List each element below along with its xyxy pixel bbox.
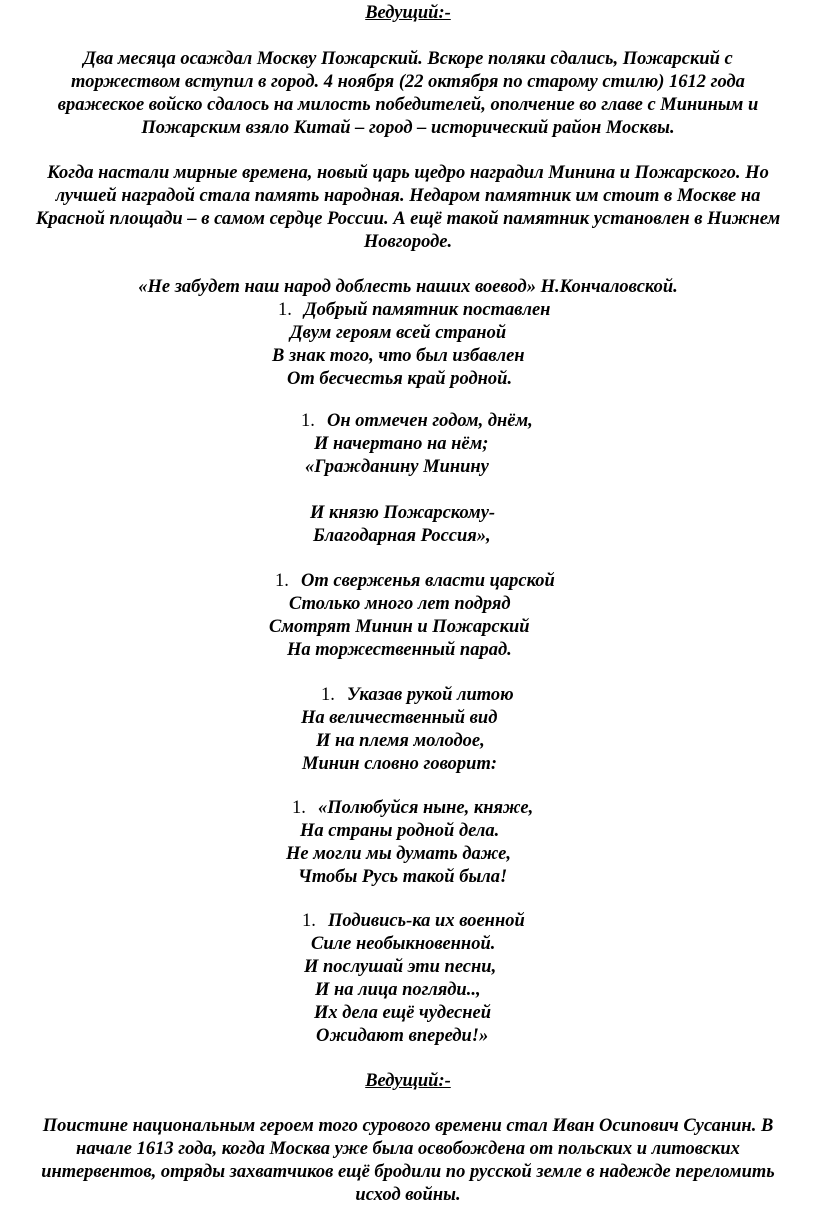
heading-presenter-2: Ведущий:-: [365, 1071, 451, 1091]
verse-line: От бесчестья край родной.: [287, 369, 513, 389]
stanza-4-first-line: [321, 684, 514, 707]
list-number: 1.: [292, 798, 306, 818]
list-number: 1.: [275, 571, 289, 591]
paragraph-siege: [4, 48, 812, 140]
paragraph-susanin: [4, 1115, 812, 1207]
stanza-2-first-line: [301, 410, 533, 433]
verse-line: Он отмечен годом, днём,: [327, 411, 533, 431]
verse-line: Не могли мы думать даже,: [286, 844, 511, 864]
list-number: 1.: [321, 685, 335, 705]
text-line: Когда настали мирные времена, новый царь щедро наградил Минина и Пожарского. Но: [47, 163, 769, 183]
verse-line: Столько много лет подряд: [289, 594, 511, 614]
verse-line: Силе необыкновенной.: [311, 934, 496, 954]
stanza-6-first-line: [302, 910, 525, 933]
verse-line: Указав рукой литою: [347, 685, 514, 705]
text-line: Два месяца осаждал Москву Пожарский. Вскоре поляки сдались, Пожарский с: [83, 49, 733, 69]
paragraph-peace: [4, 162, 812, 254]
stanza-5-first-line: [292, 797, 533, 820]
text-line: Поистине национальным героем того сурового времени стал Иван Осипович Сусанин. В: [42, 1116, 774, 1136]
text-line: Пожарским взяло Китай – город – исторический район Москвы.: [141, 118, 675, 138]
verse-line: И начертано на нём;: [314, 434, 489, 454]
verse-line: Чтобы Русь такой была!: [298, 867, 508, 887]
verse-line: «Гражданину Минину: [305, 457, 489, 477]
verse-line: На торжественный парад.: [287, 640, 512, 660]
verse-line: Добрый памятник поставлен: [304, 300, 551, 320]
verse-line: Их дела ещё чудесней: [314, 1003, 492, 1023]
heading-presenter: Ведущий:-: [365, 3, 451, 23]
text-line: интервентов, отряды захватчиков ещё бродили по русской земле в надежде переломить: [41, 1162, 775, 1182]
verse-line: «Полюбуйся ныне, княже,: [318, 798, 534, 818]
text-line: Новгороде.: [363, 232, 453, 252]
verse-line: И князю Пожарскому-: [310, 503, 496, 523]
text-line: начале 1613 года, когда Москва уже была освобождена от польских и литовских: [76, 1139, 740, 1159]
verse-line: На страны родной дела.: [300, 821, 500, 841]
text-line: лучшей наградой стала память народная. Недаром памятник им стоит в Москве на: [55, 186, 761, 206]
stanza-3-first-line: [275, 570, 555, 593]
text-line: вражеское войско сдалось на милость победителей, ополчение во главе с Мининым и: [57, 95, 759, 115]
text-line: исход войны.: [355, 1185, 461, 1205]
verse-line: Благодарная Россия»,: [313, 526, 491, 546]
verse-line: Двум героям всей страной: [290, 323, 507, 343]
list-number: 1.: [278, 300, 292, 320]
verse-line: Подивись-ка их военной: [328, 911, 525, 931]
verse-line: Ожидают впереди!»: [316, 1026, 489, 1046]
verse-line: От сверженья власти царской: [301, 571, 555, 591]
stanza-1-first-line: [278, 299, 550, 322]
list-number: 1.: [301, 411, 315, 431]
verse-line: Смотрят Минин и Пожарский: [269, 617, 530, 637]
verse-line: И на лица погляди..,: [315, 980, 481, 1000]
text-line: Красной площади – в самом сердце России. А ещё такой памятник установлен в Нижнем: [35, 209, 781, 229]
text-line: торжеством вступил в город. 4 ноября (22 октября по старому стилю) 1612 года: [71, 72, 745, 92]
verse-line: И послушай эти песни,: [304, 957, 497, 977]
verse-line: И на племя молодое,: [316, 731, 485, 751]
list-number: 1.: [302, 911, 316, 931]
poem-title: «Не забудет наш народ доблесть наших воевод» Н.Кончаловской.: [138, 277, 678, 297]
verse-line: В знак того, что был избавлен: [272, 346, 525, 366]
verse-line: Минин словно говорит:: [302, 754, 497, 774]
verse-line: На величественный вид: [301, 708, 498, 728]
